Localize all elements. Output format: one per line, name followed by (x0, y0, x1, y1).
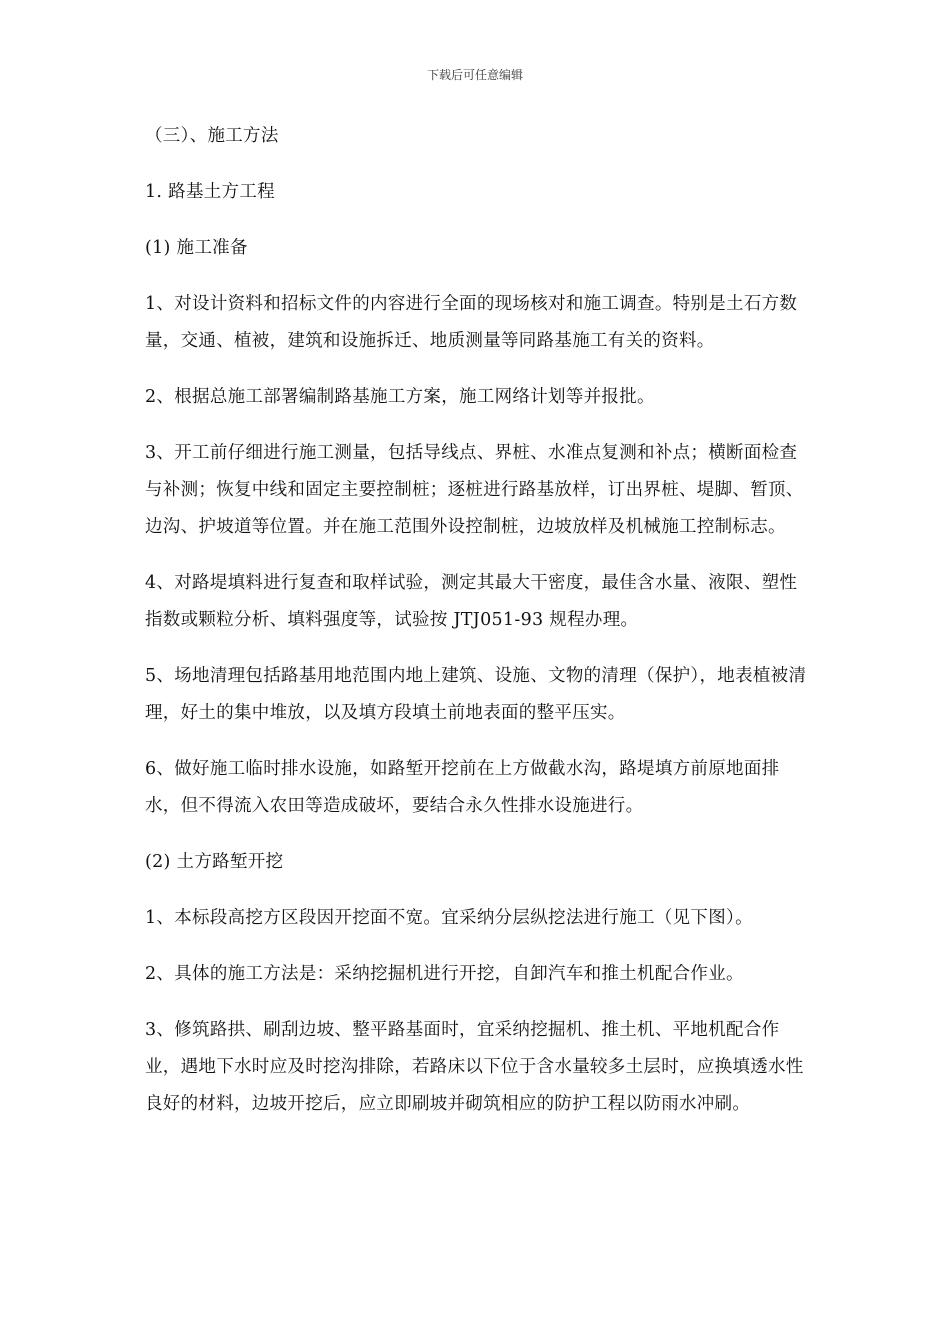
paragraph: 3、修筑路拱、刷刮边坡、整平路基面时，宜采纳挖掘机、推土机、平地机配合作业，遇地下水时应及时挖沟排除，若路床以下位于含水量较多土层时，应换填透水性良好的材料，边坡开挖后，应立即刷坡并砌筑相应的防护工程以防雨水冲刷。 (145, 1020, 804, 1114)
paragraph: 2、具体的施工方法是：采纳挖掘机进行开挖，自卸汽车和推土机配合作业。 (145, 964, 744, 984)
paragraph: 1、对设计资料和招标文件的内容进行全面的现场核对和施工调查。特别是土石方数量，交通、植被，建筑和设施拆迁、地质测量等同路基施工有关的资料。 (145, 294, 798, 351)
document-body (145, 118, 807, 1142)
subheading-construction-prep: (1) 施工准备 (145, 238, 248, 258)
paragraph: 6、做好施工临时排水设施，如路堑开挖前在上方做截水沟，路堤填方前原地面排水，但不得流入农田等造成破坏，要结合永久性排水设施进行。 (145, 759, 780, 816)
paragraph: 3、开工前仔细进行施工测量，包括导线点、界桩、水准点复测和补点；横断面检查与补测；恢复中线和固定主要控制桩；逐桩进行路基放样，订出界桩、堤脚、暂顶、边沟、护坡道等位置。并在施工范围外设控制桩，边坡放样及机械施工控制标志。 (145, 443, 804, 537)
paragraph: 4、对路堤填料进行复查和取样试验，测定其最大干密度，最佳含水量、液限、塑性指数或颗粒分析、填料强度等，试验按 JTJ051-93 规程办理。 (145, 573, 798, 630)
subheading-cut-excavation: (2) 土方路堑开挖 (145, 852, 284, 872)
paragraph: 2、根据总施工部署编制路基施工方案，施工网络计划等并报批。 (145, 387, 655, 407)
subsection-title: 1. 路基土方工程 (145, 182, 275, 202)
paragraph: 1、本标段高挖方区段因开挖面不宽。宜采纳分层纵挖法进行施工（见下图）。 (145, 908, 753, 928)
page-header: 下载后可任意编辑 (426, 68, 523, 82)
paragraph: 5、场地清理包括路基用地范围内地上建筑、设施、文物的清理（保护），地表植被清理，好土的集中堆放，以及填方段填土前地表面的整平压实。 (145, 666, 807, 723)
section-title: （三）、施工方法 (145, 126, 279, 146)
